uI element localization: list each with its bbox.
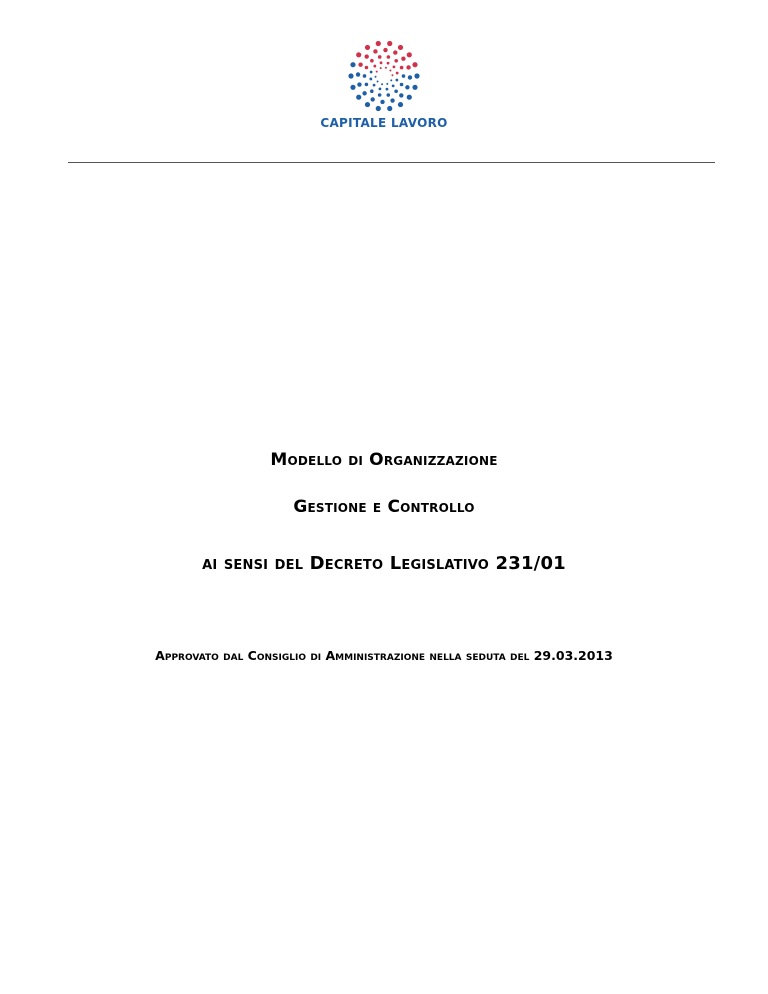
- logo-dot: [381, 83, 383, 85]
- document-title-line-2: Gestione e Controllo: [293, 497, 475, 517]
- logo-dot: [412, 85, 417, 90]
- approval-statement: Approvato dal Consiglio di Amministrazione nella seduta del 29.03.2013: [155, 648, 613, 663]
- logo-dot: [350, 62, 355, 67]
- logo-dot: [365, 45, 370, 50]
- logo-dot: [373, 65, 376, 68]
- logo-dot: [365, 54, 369, 58]
- logo-dot: [393, 50, 397, 54]
- logo-dot: [375, 76, 377, 78]
- header-divider: [68, 162, 715, 163]
- logo-dot: [370, 71, 373, 74]
- logo-dot: [383, 48, 387, 52]
- logo-text: CAPITALE LAVORO: [320, 116, 448, 130]
- logo-dot: [393, 65, 396, 68]
- logo-dot: [380, 100, 384, 104]
- logo-dot: [376, 41, 381, 46]
- logo-dot: [376, 71, 378, 73]
- logo-dot: [399, 93, 403, 97]
- logo-dot: [390, 98, 394, 102]
- logo-dot: [407, 52, 412, 57]
- logo-dot: [386, 88, 389, 91]
- logo-dot: [380, 67, 382, 69]
- logo-dot: [370, 89, 374, 93]
- logo-dot: [376, 106, 381, 111]
- logo-dot: [350, 85, 355, 90]
- logo-dot: [401, 57, 405, 61]
- logo-dot: [365, 102, 370, 107]
- logo-dot: [405, 85, 409, 89]
- logo-dot: [362, 91, 366, 95]
- logo-dot: [402, 74, 406, 78]
- logo-mark-icon: [348, 40, 420, 112]
- logo-dot: [356, 52, 361, 57]
- logo-dot: [387, 41, 392, 46]
- logo-dot: [378, 93, 382, 97]
- logo-dot: [348, 73, 353, 78]
- logo-dot: [389, 69, 391, 71]
- logo-dot: [386, 83, 388, 85]
- logo-dot: [395, 79, 398, 82]
- logo-dot: [363, 74, 367, 78]
- logo-dot: [378, 55, 382, 59]
- logo-dot: [369, 78, 372, 81]
- logo-dot: [370, 59, 374, 63]
- logo-dot: [379, 87, 382, 90]
- logo-dot: [396, 72, 399, 75]
- logo-dot: [400, 83, 404, 87]
- logo-dot: [365, 66, 369, 70]
- logo-dot: [356, 95, 361, 100]
- logo-dot: [400, 66, 404, 70]
- logo-dot: [365, 83, 369, 87]
- logo-dot: [385, 67, 387, 69]
- logo-dot: [391, 74, 393, 76]
- document-title-line-3: ai sensi del Decreto Legislativo 231/01: [202, 553, 566, 574]
- logo-dot: [373, 49, 377, 53]
- logo-dot: [387, 106, 392, 111]
- logo-dot: [406, 65, 410, 69]
- logo-dot: [380, 61, 383, 64]
- logo-dot: [394, 59, 398, 63]
- logo-dot: [398, 102, 403, 107]
- logo-dot: [387, 55, 391, 59]
- document-title-line-1: Modello di Organizzazione: [270, 450, 498, 470]
- logo-dot: [394, 89, 398, 93]
- logo-dot: [412, 62, 417, 67]
- logo-dot: [356, 72, 360, 76]
- logo-dot: [392, 85, 395, 88]
- logo-dot: [373, 84, 376, 87]
- logo-dot: [370, 97, 374, 101]
- logo-dot: [377, 81, 379, 83]
- logo: [0, 40, 768, 130]
- logo-dot: [398, 45, 403, 50]
- logo-dot: [357, 82, 361, 86]
- logo-dot: [386, 93, 390, 97]
- logo-dot: [408, 75, 412, 79]
- logo-dot: [358, 62, 362, 66]
- logo-dot: [387, 62, 390, 65]
- logo-dot: [414, 73, 419, 78]
- logo-dot: [390, 79, 392, 81]
- logo-dot: [407, 95, 412, 100]
